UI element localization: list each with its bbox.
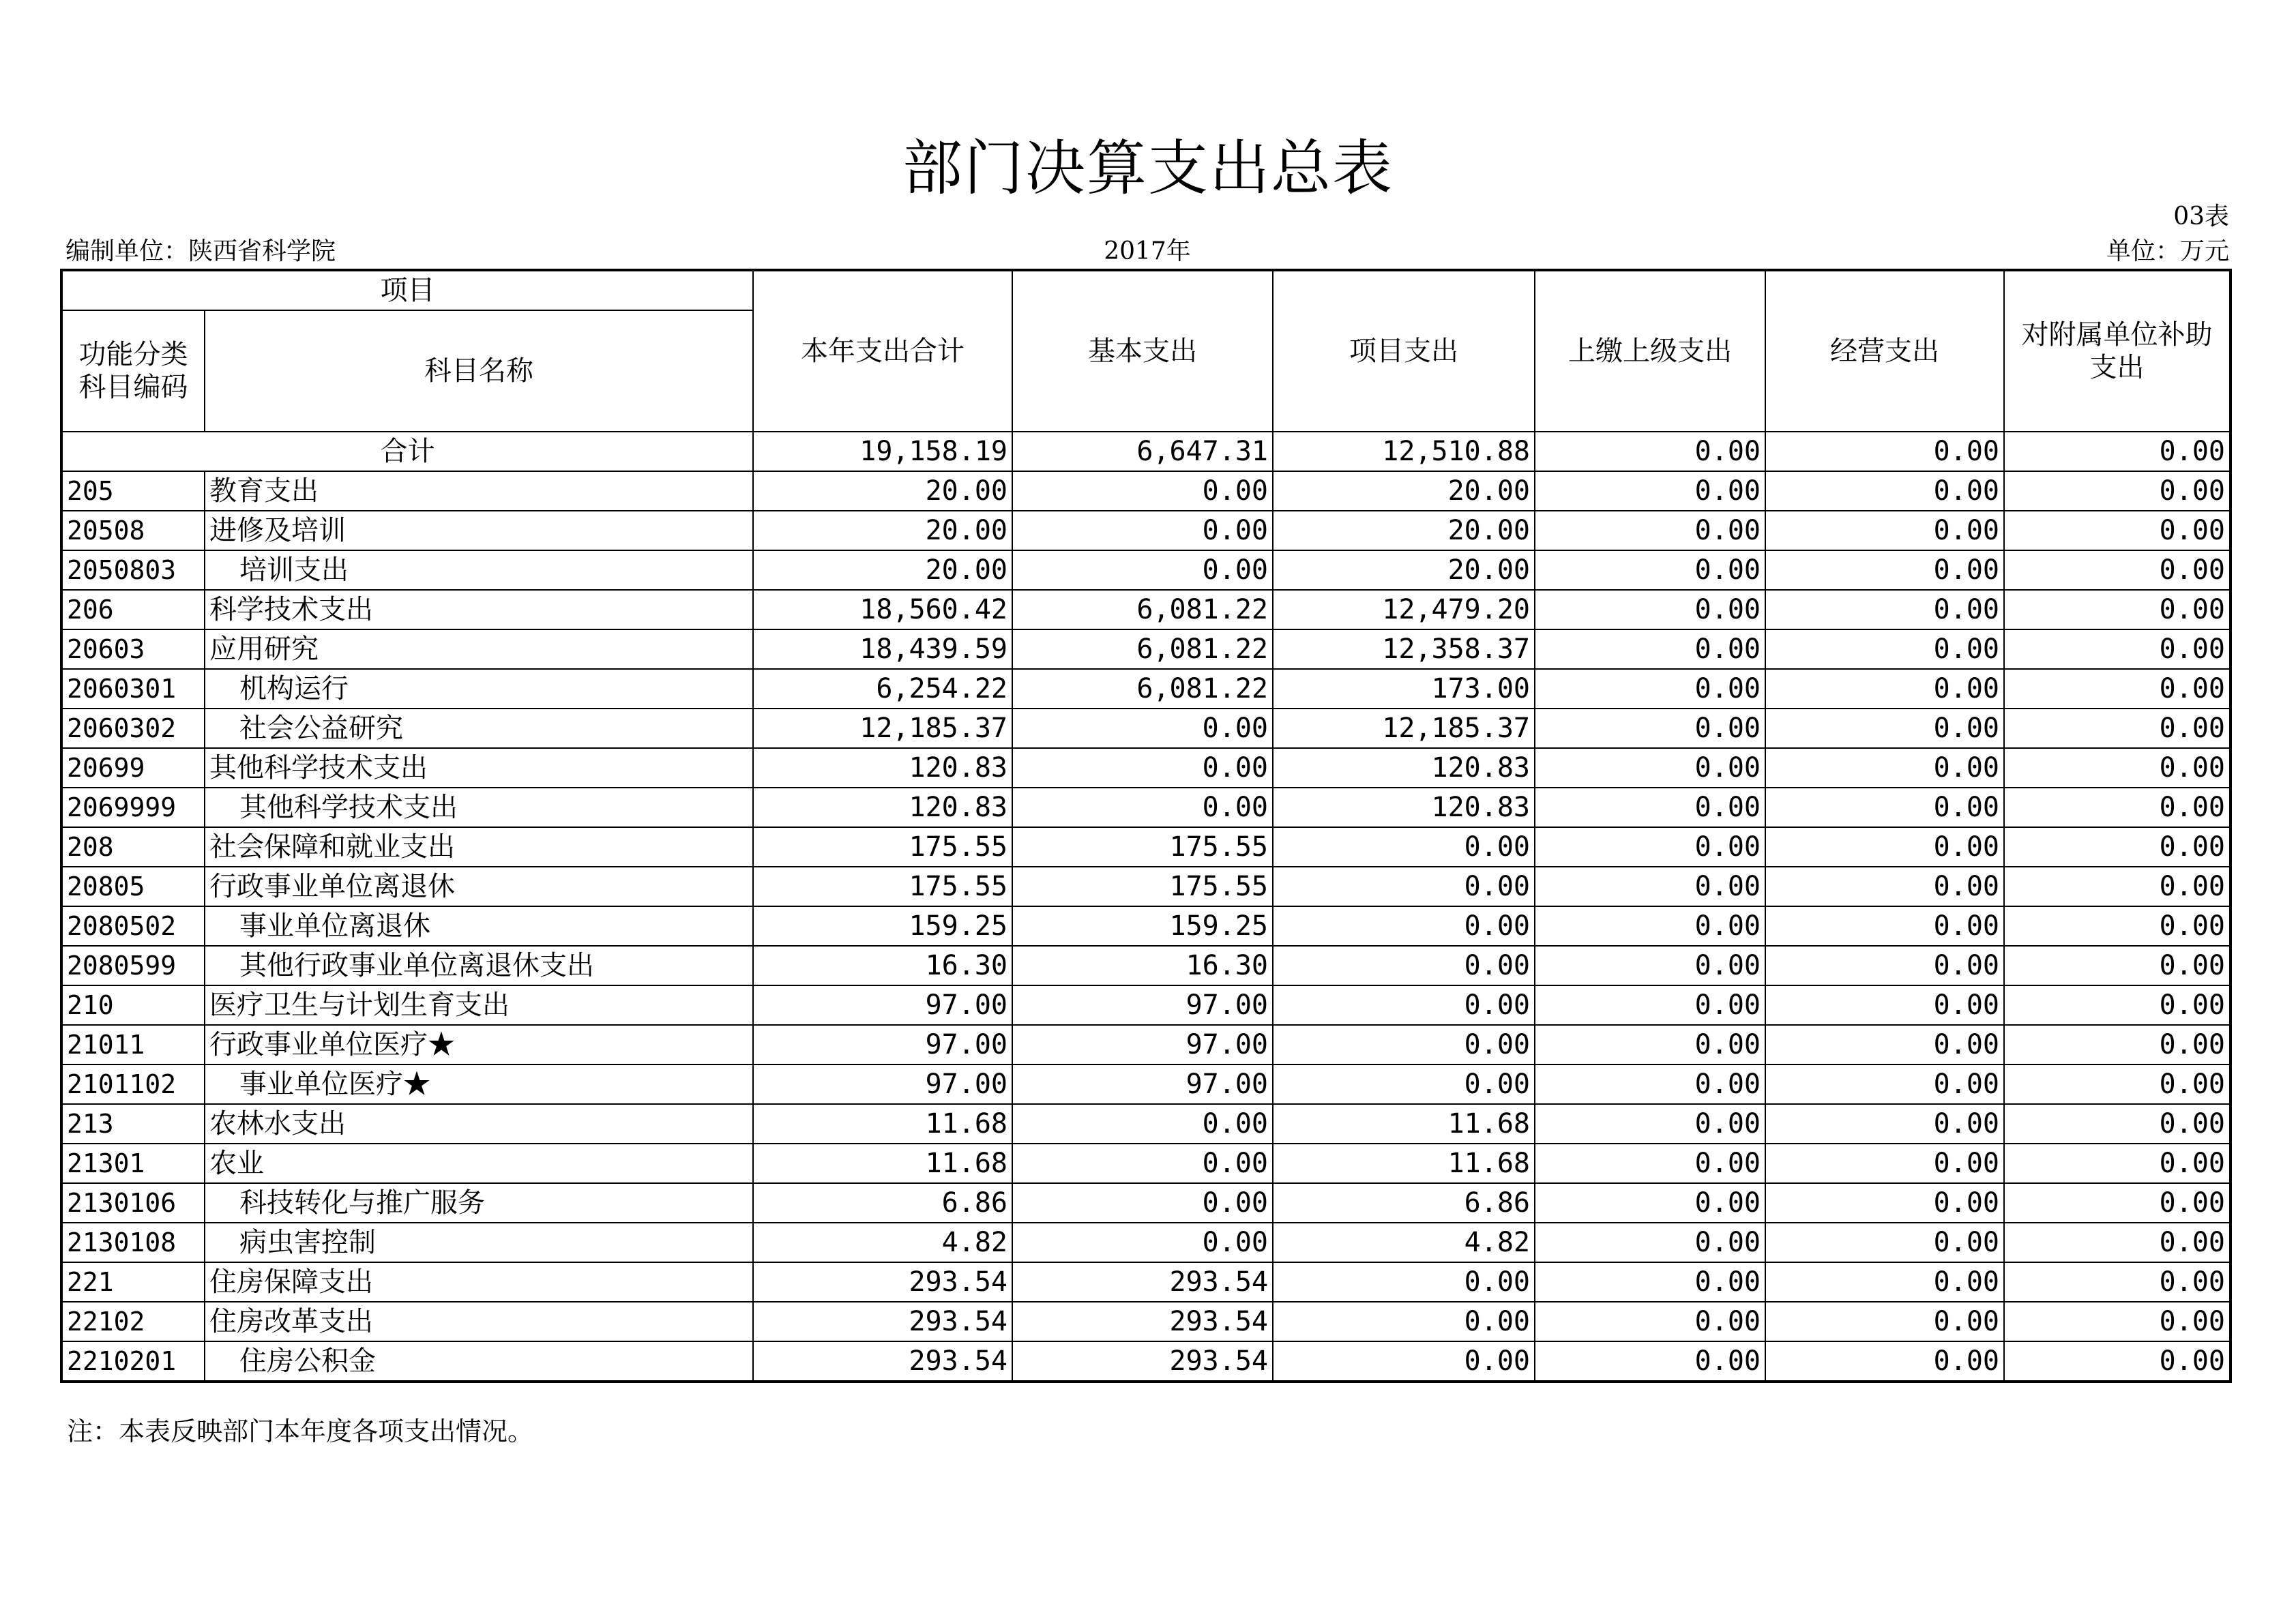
row-value: 0.00 <box>1535 669 1765 709</box>
row-value: 0.00 <box>1535 946 1765 985</box>
table-body <box>61 432 2231 1382</box>
row-value: 0.00 <box>2004 985 2231 1025</box>
row-value: 0.00 <box>2004 946 2231 985</box>
row-value: 293.54 <box>753 1341 1012 1382</box>
header-subsidy: 对附属单位补助支出 <box>2004 270 2231 432</box>
row-subject-name: 住房保障支出 <box>205 1262 753 1302</box>
table-row <box>61 1262 2231 1302</box>
total-cell: 19,158.19 <box>753 432 1012 471</box>
row-value: 0.00 <box>2004 748 2231 788</box>
row-value: 0.00 <box>1273 906 1535 946</box>
total-cell: 0.00 <box>1765 432 2004 471</box>
row-value: 6.86 <box>753 1183 1012 1223</box>
row-value: 0.00 <box>1765 511 2004 550</box>
row-code: 206 <box>61 590 205 629</box>
row-value: 0.00 <box>1535 1064 1765 1104</box>
row-value: 0.00 <box>1765 590 2004 629</box>
row-value: 0.00 <box>2004 1064 2231 1104</box>
table-row <box>61 906 2231 946</box>
header-total: 本年支出合计 <box>753 270 1012 432</box>
row-value: 0.00 <box>1012 1183 1273 1223</box>
row-value: 4.82 <box>1273 1223 1535 1262</box>
row-value: 97.00 <box>753 1064 1012 1104</box>
table-row <box>61 867 2231 906</box>
row-value: 0.00 <box>1765 1223 2004 1262</box>
row-code: 2130108 <box>61 1223 205 1262</box>
row-value: 0.00 <box>1012 748 1273 788</box>
row-value: 0.00 <box>1765 1302 2004 1341</box>
row-value: 0.00 <box>1535 590 1765 629</box>
row-code: 221 <box>61 1262 205 1302</box>
row-value: 0.00 <box>1273 946 1535 985</box>
row-value: 11.68 <box>1273 1104 1535 1144</box>
table-row <box>61 669 2231 709</box>
table-row <box>61 748 2231 788</box>
row-value: 0.00 <box>1012 471 1273 511</box>
total-cell: 6,647.31 <box>1012 432 1273 471</box>
page-title: 部门决算支出总表 <box>902 133 1394 203</box>
row-subject-name: 事业单位医疗★ <box>205 1064 753 1104</box>
row-value: 0.00 <box>2004 788 2231 827</box>
table-row <box>61 1223 2231 1262</box>
row-value: 0.00 <box>1535 471 1765 511</box>
row-value: 120.83 <box>753 788 1012 827</box>
row-value: 293.54 <box>1012 1302 1273 1341</box>
row-value: 0.00 <box>1012 1223 1273 1262</box>
row-subject-name: 行政事业单位医疗★ <box>205 1025 753 1064</box>
row-value: 16.30 <box>753 946 1012 985</box>
row-value: 6,081.22 <box>1012 590 1273 629</box>
row-code: 21011 <box>61 1025 205 1064</box>
row-value: 12,185.37 <box>1273 709 1535 748</box>
row-value: 0.00 <box>1765 669 2004 709</box>
row-subject-name: 社会保障和就业支出 <box>205 827 753 867</box>
row-value: 4.82 <box>753 1223 1012 1262</box>
row-subject-name: 进修及培训 <box>205 511 753 550</box>
header-item: 项目 <box>61 270 753 310</box>
row-value: 0.00 <box>1765 827 2004 867</box>
row-value: 0.00 <box>2004 1341 2231 1382</box>
row-value: 0.00 <box>1273 1064 1535 1104</box>
table-row <box>61 629 2231 669</box>
row-value: 175.55 <box>1012 867 1273 906</box>
row-value: 0.00 <box>2004 1262 2231 1302</box>
row-value: 0.00 <box>1535 827 1765 867</box>
total-cell: 0.00 <box>2004 432 2231 471</box>
row-value: 293.54 <box>1012 1341 1273 1382</box>
row-code: 2060302 <box>61 709 205 748</box>
row-value: 0.00 <box>1535 1262 1765 1302</box>
row-value: 0.00 <box>1535 1104 1765 1144</box>
row-value: 175.55 <box>753 827 1012 867</box>
row-value: 0.00 <box>2004 1104 2231 1144</box>
row-code: 20508 <box>61 511 205 550</box>
row-value: 0.00 <box>2004 511 2231 550</box>
row-subject-name: 其他行政事业单位离退休支出 <box>205 946 753 985</box>
fiscal-year: 2017年 <box>1104 237 1191 265</box>
row-value: 6,081.22 <box>1012 669 1273 709</box>
row-value: 173.00 <box>1273 669 1535 709</box>
compiling-unit: 编制单位：陕西省科学院 <box>65 237 336 265</box>
row-value: 0.00 <box>1535 788 1765 827</box>
row-value: 20.00 <box>1273 471 1535 511</box>
row-value: 0.00 <box>1535 1223 1765 1262</box>
row-value: 0.00 <box>2004 867 2231 906</box>
row-subject-name: 住房改革支出 <box>205 1302 753 1341</box>
row-code: 2050803 <box>61 550 205 590</box>
row-value: 159.25 <box>753 906 1012 946</box>
currency-unit: 单位：万元 <box>2106 237 2229 265</box>
table-row <box>61 1064 2231 1104</box>
row-subject-name: 农林水支出 <box>205 1104 753 1144</box>
row-value: 293.54 <box>753 1302 1012 1341</box>
row-value: 0.00 <box>1273 985 1535 1025</box>
row-value: 159.25 <box>1012 906 1273 946</box>
row-value: 0.00 <box>1535 1341 1765 1382</box>
row-value: 0.00 <box>2004 550 2231 590</box>
row-value: 0.00 <box>1765 867 2004 906</box>
table-row <box>61 550 2231 590</box>
table-row <box>61 946 2231 985</box>
row-code: 2210201 <box>61 1341 205 1382</box>
row-value: 0.00 <box>1012 709 1273 748</box>
row-value: 97.00 <box>753 1025 1012 1064</box>
row-code: 2101102 <box>61 1064 205 1104</box>
row-value: 120.83 <box>1273 788 1535 827</box>
row-value: 0.00 <box>2004 669 2231 709</box>
row-value: 0.00 <box>1765 550 2004 590</box>
row-value: 12,479.20 <box>1273 590 1535 629</box>
row-value: 0.00 <box>1765 1341 2004 1382</box>
row-value: 0.00 <box>1765 471 2004 511</box>
expenditure-table <box>60 269 2232 1383</box>
row-subject-name: 住房公积金 <box>205 1341 753 1382</box>
row-value: 0.00 <box>2004 1183 2231 1223</box>
table-row <box>61 511 2231 550</box>
table-row <box>61 1302 2231 1341</box>
row-value: 0.00 <box>1273 827 1535 867</box>
row-value: 0.00 <box>1765 788 2004 827</box>
row-subject-name: 其他科学技术支出 <box>205 748 753 788</box>
table-row <box>61 1341 2231 1382</box>
header-func-code: 功能分类科目编码 <box>61 310 205 432</box>
row-subject-name: 医疗卫生与计划生育支出 <box>205 985 753 1025</box>
row-value: 0.00 <box>1535 867 1765 906</box>
table-row <box>61 709 2231 748</box>
header-basic: 基本支出 <box>1012 270 1273 432</box>
row-value: 0.00 <box>1765 906 2004 946</box>
row-value: 0.00 <box>1012 788 1273 827</box>
row-value: 293.54 <box>753 1262 1012 1302</box>
row-value: 20.00 <box>753 550 1012 590</box>
row-value: 0.00 <box>1535 1025 1765 1064</box>
table-row <box>61 1104 2231 1144</box>
row-value: 97.00 <box>1012 1025 1273 1064</box>
row-value: 20.00 <box>753 511 1012 550</box>
row-value: 0.00 <box>1535 748 1765 788</box>
row-code: 213 <box>61 1104 205 1144</box>
row-subject-name: 应用研究 <box>205 629 753 669</box>
row-code: 208 <box>61 827 205 867</box>
total-label: 合计 <box>61 432 753 471</box>
row-value: 97.00 <box>1012 1064 1273 1104</box>
row-value: 0.00 <box>1012 1104 1273 1144</box>
row-value: 16.30 <box>1012 946 1273 985</box>
row-value: 120.83 <box>1273 748 1535 788</box>
row-value: 0.00 <box>1012 550 1273 590</box>
row-value: 0.00 <box>1535 1144 1765 1183</box>
row-code: 2080502 <box>61 906 205 946</box>
total-cell: 12,510.88 <box>1273 432 1535 471</box>
row-value: 0.00 <box>1765 1064 2004 1104</box>
row-value: 6,254.22 <box>753 669 1012 709</box>
row-value: 0.00 <box>1535 985 1765 1025</box>
row-value: 0.00 <box>1765 985 2004 1025</box>
row-value: 12,358.37 <box>1273 629 1535 669</box>
row-value: 18,560.42 <box>753 590 1012 629</box>
row-value: 0.00 <box>1273 867 1535 906</box>
row-value: 0.00 <box>1765 1104 2004 1144</box>
row-value: 0.00 <box>1765 709 2004 748</box>
row-value: 0.00 <box>1273 1025 1535 1064</box>
row-value: 6.86 <box>1273 1183 1535 1223</box>
row-value: 12,185.37 <box>753 709 1012 748</box>
row-value: 0.00 <box>1765 1144 2004 1183</box>
row-value: 0.00 <box>1765 1262 2004 1302</box>
row-code: 20805 <box>61 867 205 906</box>
row-value: 97.00 <box>753 985 1012 1025</box>
row-value: 97.00 <box>1012 985 1273 1025</box>
row-value: 11.68 <box>753 1144 1012 1183</box>
table-row <box>61 1144 2231 1183</box>
row-value: 175.55 <box>1012 827 1273 867</box>
meta-row <box>65 236 2229 267</box>
row-value: 18,439.59 <box>753 629 1012 669</box>
row-code: 205 <box>61 471 205 511</box>
total-row <box>61 432 2231 471</box>
header-subject-name: 科目名称 <box>205 310 753 432</box>
row-value: 20.00 <box>753 471 1012 511</box>
row-value: 0.00 <box>2004 827 2231 867</box>
row-subject-name: 行政事业单位离退休 <box>205 867 753 906</box>
row-code: 21301 <box>61 1144 205 1183</box>
table-row <box>61 1183 2231 1223</box>
row-subject-name: 科学技术支出 <box>205 590 753 629</box>
row-code: 2069999 <box>61 788 205 827</box>
row-value: 175.55 <box>753 867 1012 906</box>
row-subject-name: 教育支出 <box>205 471 753 511</box>
row-value: 0.00 <box>1535 906 1765 946</box>
table-row <box>61 985 2231 1025</box>
row-value: 0.00 <box>1012 1144 1273 1183</box>
row-subject-name: 农业 <box>205 1144 753 1183</box>
row-value: 0.00 <box>2004 1302 2231 1341</box>
row-value: 0.00 <box>2004 1223 2231 1262</box>
row-value: 0.00 <box>1535 1302 1765 1341</box>
footnote: 注：本表反映部门本年度各项支出情况。 <box>67 1416 534 1446</box>
row-value: 11.68 <box>1273 1144 1535 1183</box>
row-value: 0.00 <box>2004 1144 2231 1183</box>
row-value: 0.00 <box>1765 629 2004 669</box>
row-value: 0.00 <box>1273 1341 1535 1382</box>
row-value: 0.00 <box>1012 511 1273 550</box>
row-value: 6,081.22 <box>1012 629 1273 669</box>
total-cell: 0.00 <box>1535 432 1765 471</box>
row-subject-name: 事业单位离退休 <box>205 906 753 946</box>
row-code: 2060301 <box>61 669 205 709</box>
row-subject-name: 机构运行 <box>205 669 753 709</box>
row-value: 0.00 <box>2004 1025 2231 1064</box>
row-value: 0.00 <box>1273 1302 1535 1341</box>
row-value: 0.00 <box>2004 590 2231 629</box>
row-code: 2130106 <box>61 1183 205 1223</box>
row-value: 0.00 <box>2004 629 2231 669</box>
row-subject-name: 病虫害控制 <box>205 1223 753 1262</box>
table-row <box>61 471 2231 511</box>
row-subject-name: 培训支出 <box>205 550 753 590</box>
row-code: 20699 <box>61 748 205 788</box>
row-subject-name: 科技转化与推广服务 <box>205 1183 753 1223</box>
row-value: 0.00 <box>1535 1183 1765 1223</box>
row-value: 0.00 <box>2004 709 2231 748</box>
row-value: 0.00 <box>1535 550 1765 590</box>
table-row <box>61 590 2231 629</box>
table-row <box>61 1025 2231 1064</box>
row-value: 0.00 <box>1273 1262 1535 1302</box>
table-row <box>61 788 2231 827</box>
row-value: 0.00 <box>1535 629 1765 669</box>
row-value: 0.00 <box>1765 748 2004 788</box>
header-operating: 经营支出 <box>1765 270 2004 432</box>
row-code: 22102 <box>61 1302 205 1341</box>
header-upper: 上缴上级支出 <box>1535 270 1765 432</box>
row-subject-name: 其他科学技术支出 <box>205 788 753 827</box>
table-header <box>61 270 2231 432</box>
table-number: 03表 <box>2173 203 2229 230</box>
table-row <box>61 827 2231 867</box>
header-project: 项目支出 <box>1273 270 1535 432</box>
row-value: 0.00 <box>1765 946 2004 985</box>
row-code: 20603 <box>61 629 205 669</box>
row-value: 0.00 <box>2004 906 2231 946</box>
row-code: 2080599 <box>61 946 205 985</box>
row-value: 0.00 <box>1535 709 1765 748</box>
row-value: 20.00 <box>1273 550 1535 590</box>
row-value: 11.68 <box>753 1104 1012 1144</box>
row-value: 293.54 <box>1012 1262 1273 1302</box>
row-value: 0.00 <box>1765 1183 2004 1223</box>
row-value: 0.00 <box>1765 1025 2004 1064</box>
row-value: 120.83 <box>753 748 1012 788</box>
row-value: 20.00 <box>1273 511 1535 550</box>
row-code: 210 <box>61 985 205 1025</box>
row-value: 0.00 <box>1535 511 1765 550</box>
row-subject-name: 社会公益研究 <box>205 709 753 748</box>
row-value: 0.00 <box>2004 471 2231 511</box>
